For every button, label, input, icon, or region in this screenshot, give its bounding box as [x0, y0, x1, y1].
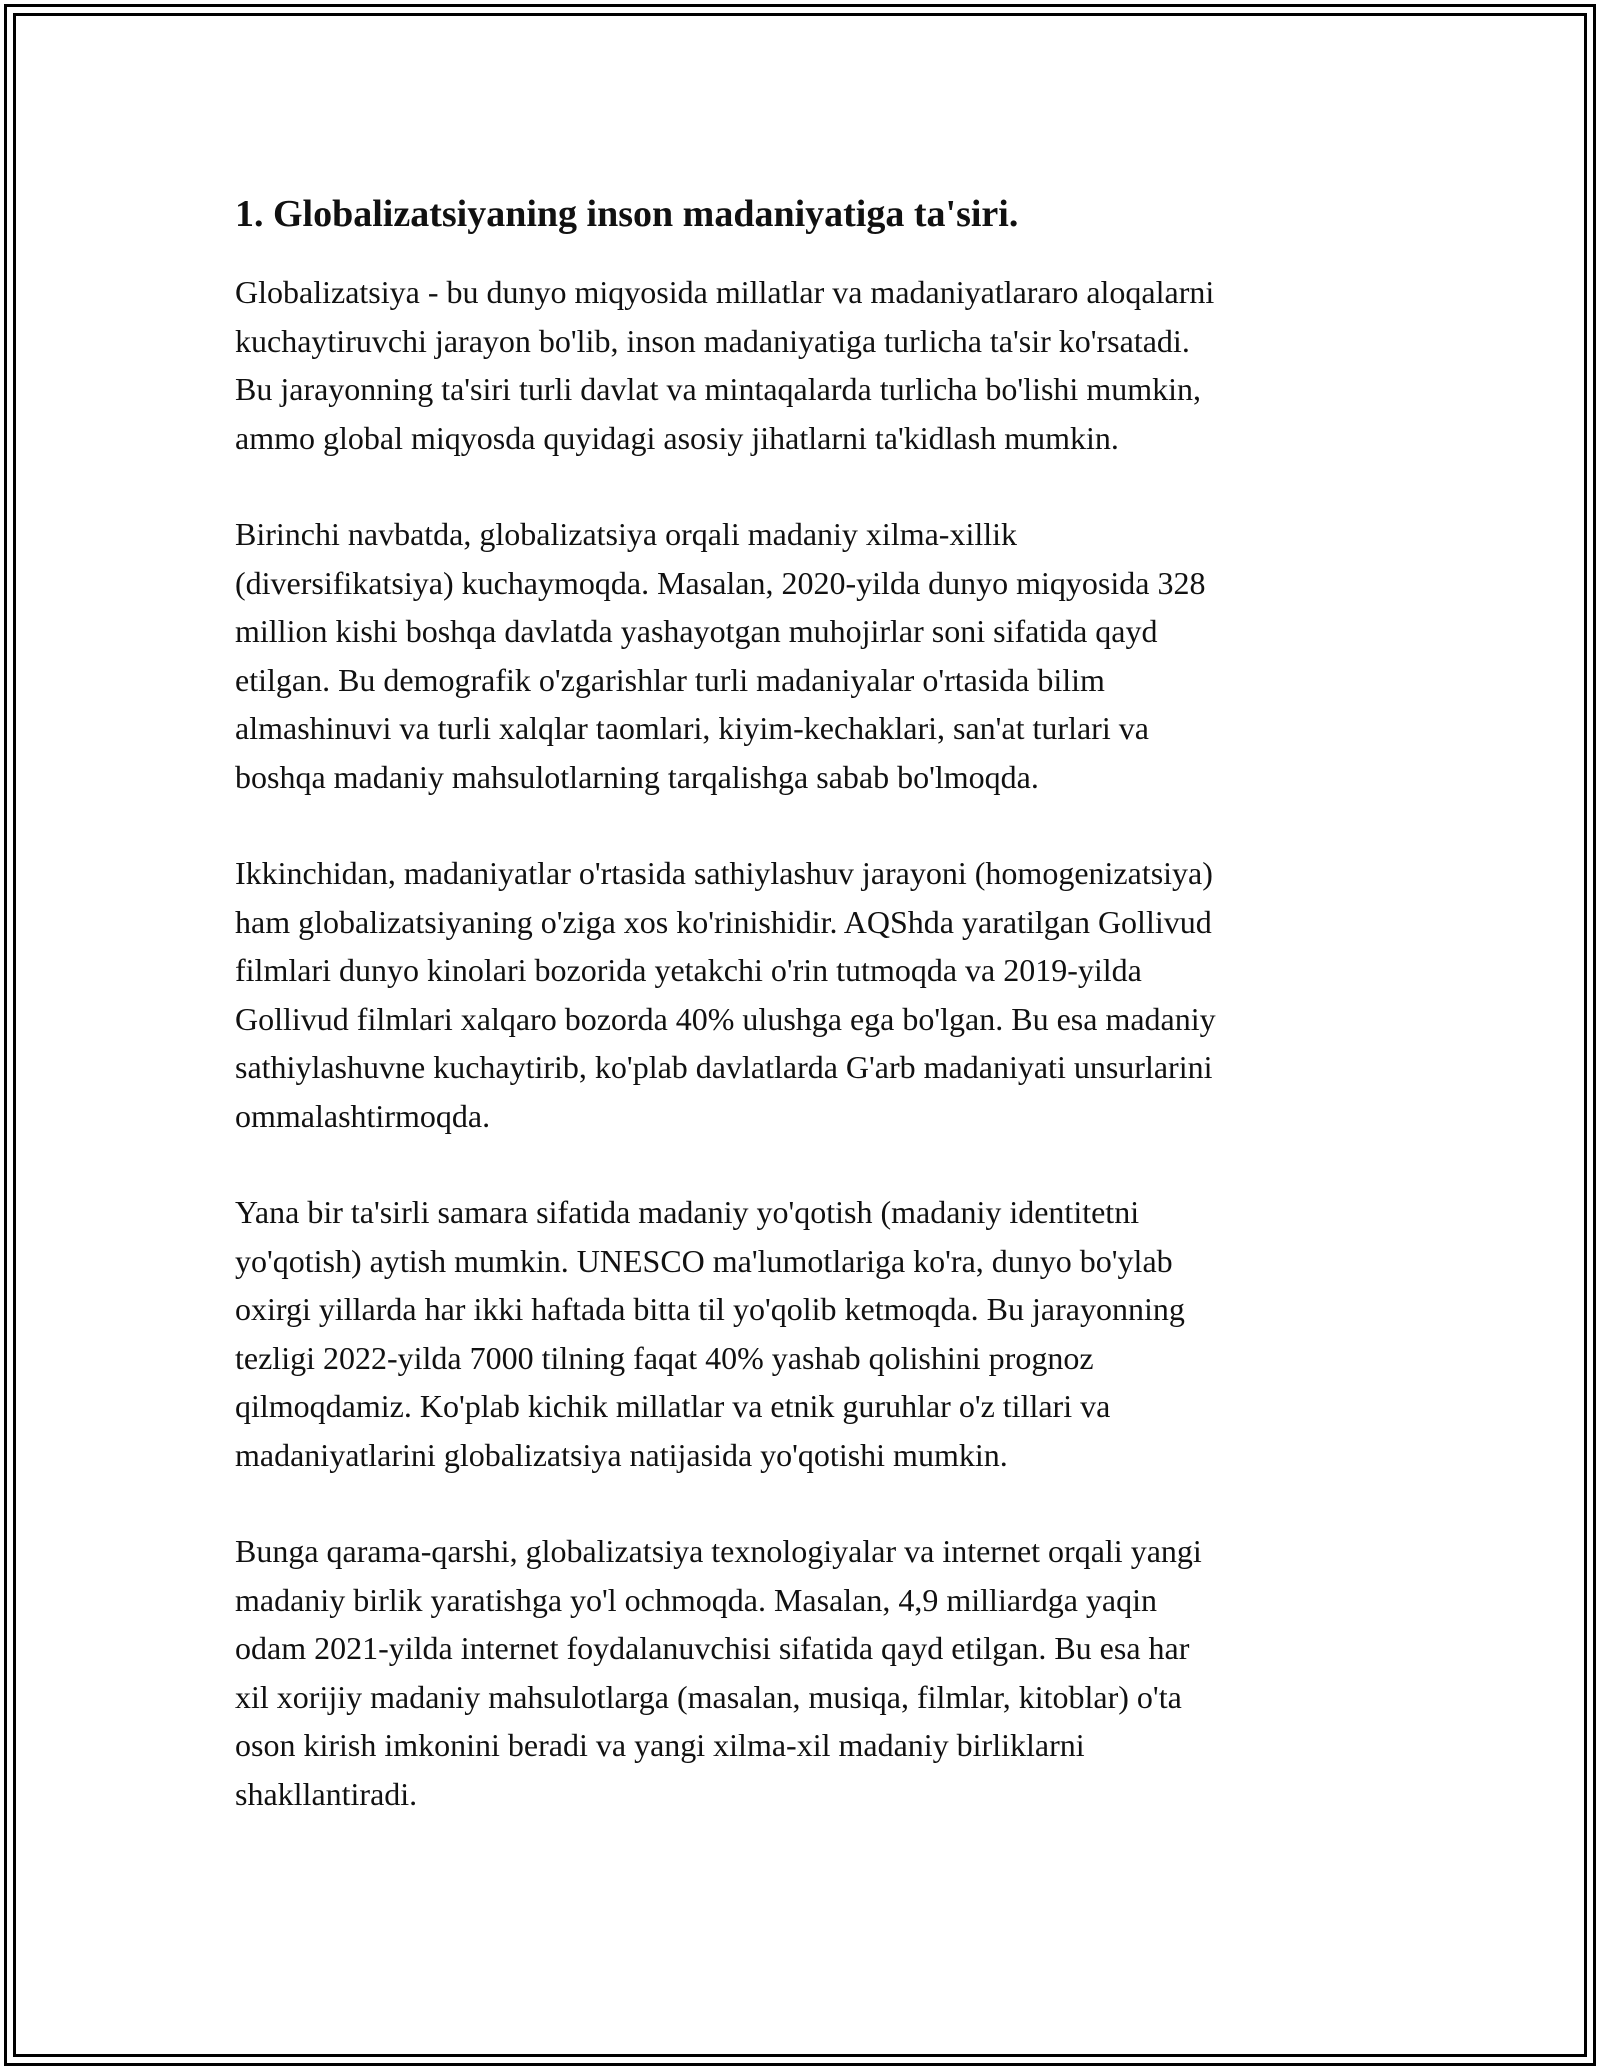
paragraph-intro: Globalizatsiya - bu dunyo miqyosida millatlar va madaniyatlararo aloqalarni kuchaytiruvchi jarayon bo'lib, inson madaniyatiga turlicha ta'sir ko'rsatadi. Bu jarayonning ta'siri turli davlat va mintaqalarda turlicha bo'lishi mumkin, ammo global miqyosda quyidagi asosiy jihatlarni ta'kidlash mumkin. [235, 274, 1215, 456]
section-heading: 1. Globalizatsiyaning inson madaniyatiga ta'siri. [235, 193, 1019, 235]
document-body [235, 190, 1375, 1866]
paragraph-diversification: Birinchi navbatda, globalizatsiya orqali madaniy xilma-xillik (diversifikatsiya) kuchaymoqda. Masalan, 2020-yilda dunyo miqyosida 328 million kishi boshqa davlatda yashayotgan muhojirlar soni sifatida qayd etilgan. Bu demografik o'zgarishlar turli madaniyalar o'rtasida bilim almashinuvi va turli xalqlar taomlari, kiyim-kechaklari, san'at turlari va boshqa madaniy mahsulotlarning tarqalishga sabab bo'lmoqda. [235, 516, 1206, 795]
paragraph-cultural-loss: Yana bir ta'sirli samara sifatida madaniy yo'qotish (madaniy identitetni yo'qotish) aytish mumkin. UNESCO ma'lumotlariga ko'ra, dunyo bo'ylab oxirgi yillarda har ikki haftada bitta til yo'qolib ketmoqda. Bu jarayonning tezligi 2022-yilda 7000 tilning faqat 40% yashab qolishini prognoz qilmoqdamiz. Ko'plab kichik millatlar va etnik guruhlar o'z tillari va madaniyatlarini globalizatsiya natijasida yo'qotishi mumkin. [235, 1194, 1185, 1473]
paragraph-homogenization: Ikkinchidan, madaniyatlar o'rtasida sathiylashuv jarayoni (homogenizatsiya) ham globalizatsiyaning o'ziga xos ko'rinishidir. AQShda yaratilgan Gollivud filmlari dunyo kinolari bozorida yetakchi o'rin tutmoqda va 2019-yilda Gollivud filmlari xalqaro bozorda 40% ulushga ega bo'lgan. Bu esa madaniy sathiylashuvne kuchaytirib, ko'plab davlatlarda G'arb madaniyati unsurlarini ommalashtirmoqda. [235, 855, 1216, 1134]
paragraph-new-unity: Bunga qarama-qarshi, globalizatsiya texnologiyalar va internet orqali yangi madaniy birlik yaratishga yo'l ochmoqda. Masalan, 4,9 milliardga yaqin odam 2021-yilda internet foydalanuvchisi sifatida qayd etilgan. Bu esa har xil xorijiy madaniy mahsulotlarga (masalan, musiqa, filmlar, kitoblar) o'ta oson kirish imkonini beradi va yangi xilma-xil madaniy birliklarni shakllantiradi. [235, 1533, 1202, 1812]
